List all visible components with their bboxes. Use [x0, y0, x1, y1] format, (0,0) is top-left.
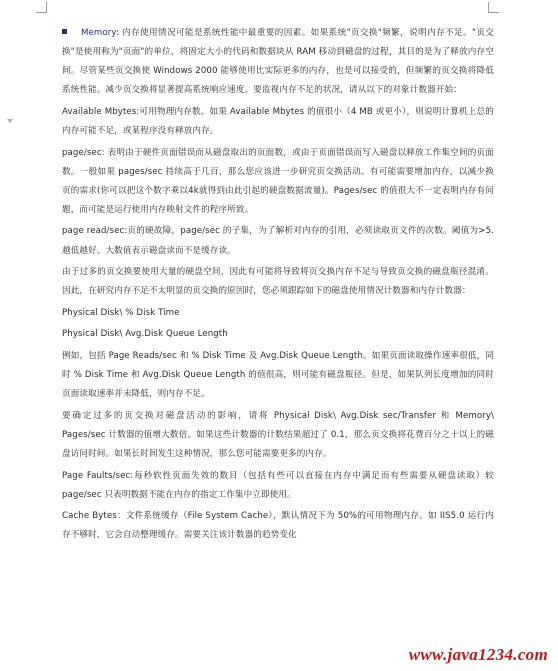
paragraph-disk-counters-intro: 由于过多的页交换要使用大量的硬盘空间，因此有可能将导致将页交换内存不足与导致页交换的磁盘瓶径混淆。因此，在研究内存不足不太明显的页交换的原因时，您必须跟踪如下的磁盘使用情况计数器和内存计数器： [62, 267, 494, 297]
paragraph-disk-queue-length: Physical Disk\ Avg.Disk Queue Length [62, 329, 228, 340]
paragraph-disk-time: Physical Disk\ % Disk Time [62, 307, 180, 318]
watermark-logo: www.java1234.com [408, 645, 548, 664]
page-corner-mark-left [36, 2, 47, 13]
paragraph-disk-impact: 要确定过多的页交换对磁盘活动的影响，请将 Physical Disk\ Avg.Disk sec/Transfer 和 Memory\ Pages/sec 计数器的值增大数倍。如果这些计数器的计数结果超过了 0.1，那么页交换将花费百分之十以上的磁盘访问时间。如果长时间发生这种情况，那么您可能需要更多的内存。 [62, 410, 494, 459]
paragraph-available-mbytes: Available Mbytes:可用物理内存数。如果 Available Mbytes 的值很小（4 MB 或更小），则说明计算机上总的内存可能不足，或某程序没有释放内存。 [62, 106, 494, 136]
paragraph-cache-bytes: Cache Bytes：文件系统缓存（File System Cache），默认情况下为 50%的可用物理内存。如 IIS5.0 运行内存不够时，它会自动整理缓存。需要关注该计数器的趋势变化 [62, 511, 494, 541]
bullet-icon [62, 29, 67, 34]
paragraph-page-read-sec: page read/sec:页的硬故障，page/sec 的子集，为了解析对内存的引用，必须读取页文件的次数。阈值为>5. 越低越好。大数值表示磁盘读而不是缓存读。 [62, 226, 494, 256]
paragraph-example: 例如，包括 Page Reads/sec 和 % Disk Time 及 Avg.Disk Queue Length。如果页面读取操作速率很低，同时 % Disk Time 和 Avg.Disk Queue Length 的值很高，则可能有磁盘瓶径。但是，如果队列长度增加的同时页面读取速率并未降低，则内存不足。 [62, 351, 494, 400]
paragraph-text: 内存使用情况可能是系统性能中最重要的因素。如果系统"页交换"频繁，说明内存不足。"页交换"是使用称为"页面"的单位，将固定大小的代码和数据块从 RAM 移动到磁盘的过程，其目的是为了释放内存空间。尽管某些页交换使 Windows 2000 能够使用比实际更多的内存，也是可以接受的，但频繁的页交换将降低系统性能。减少页交换将显著提高系统响应速度。要监视内存不足的状况，请从以下的对象计数器开始： [62, 28, 494, 96]
paragraph-memory: Memory: 内存使用情况可能是系统性能中最重要的因素。如果系统"页交换"频繁，说明内存不足。"页交换"是使用称为"页面"的单位，将固定大小的代码和数据块从 RAM 移动到磁盘的过程，其目的是为了释放内存空间。尽管某些页交换使 Windows 2000 能够使用比实际更多的内存，也是可以接受的，但频繁的页交换将降低系统性能。减少页交换将显著提高系统响应速度。要监视内存不足的状况，请从以下的对象计数器开始： [62, 28, 494, 96]
paragraph-page-faults: Page Faults/sec:每秒软性页面失效的数目（包括有些可以直接在内存中满足而有些需要从硬盘读取）较 page/sec 只表明数据不能在内存的指定工作集中立即使用。 [62, 470, 494, 500]
margin-indicator-icon [7, 119, 13, 123]
bullet-term: Memory [81, 28, 116, 38]
page-corner-mark-right [488, 2, 499, 13]
document-body [62, 24, 494, 548]
paragraph-page-sec: page/sec: 表明由于硬件页面错误而从磁盘取出的页面数，或由于页面错误而写入磁盘以释放工作集空间的页面数。一般如果 pages/sec 持续高于几百，那么您应该进一步研究页交换活动。有可能需要增加内存，以减少换页的需求(你可以把这个数字乘以4k就得到由此引起的硬盘数据流量)。Pages/sec 的值很大不一定表明内存有问题，而可能是运行使用内存映射文件的程序所致。 [62, 147, 494, 215]
